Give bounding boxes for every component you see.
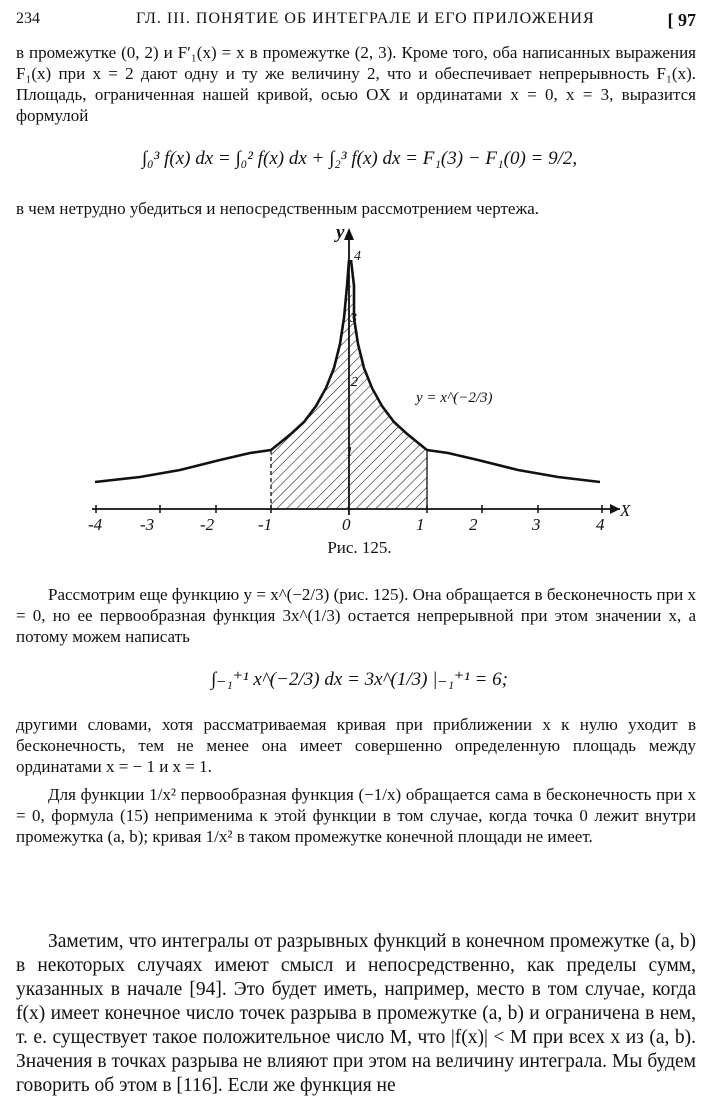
formula-1: ∫₀³ f(x) dx = ∫₀² f(x) dx + ∫₂³ f(x) dx = F₁(3) − F₁(0) = 9/2, xyxy=(141,148,578,169)
y-tick-label: 2 xyxy=(351,375,358,390)
chapter-title: ГЛ. III. ПОНЯТИЕ ОБ ИНТЕГРАЛЕ И ЕГО ПРИЛОЖЕНИЯ xyxy=(136,10,595,27)
figure-125 xyxy=(80,220,640,530)
x-tick-label: 0 xyxy=(342,515,351,530)
figure-caption: Рис. 125. xyxy=(327,538,392,557)
x-tick-label: 2 xyxy=(469,515,478,530)
x-axis-label: X xyxy=(620,501,631,520)
x-tick-label: -4 xyxy=(88,515,103,530)
page-number: 234 xyxy=(16,10,40,27)
x-tick-label: -2 xyxy=(200,515,215,530)
paragraph-3 xyxy=(16,584,696,647)
running-header xyxy=(16,10,696,34)
paragraph-1 xyxy=(16,42,696,126)
y-tick-label: 4 xyxy=(354,249,361,264)
paragraph-5 xyxy=(16,784,696,847)
x-axis-arrow xyxy=(610,504,620,514)
paragraph-4 xyxy=(16,714,696,777)
paragraph-2-text: в чем нетрудно убедиться и непосредственным рассмотрением чертежа. xyxy=(16,199,540,218)
y-axis-arrow xyxy=(344,228,354,240)
paragraph-4-text: другими словами, хотя рассматриваемая кривая при приближении x к нулю уходит в бесконечность, тем не менее она имеет совершенно определенную площадь между ординатами x = − 1 и x = 1. xyxy=(16,715,696,776)
paragraph-6 xyxy=(16,930,696,1098)
curve-label: y = x^(−2/3) xyxy=(416,390,493,406)
y-axis-label: y xyxy=(336,222,345,243)
paragraph-6-text: Заметим, что интегралы от разрывных функций в конечном промежутке (a, b) в некоторых случаях имеют смысл и непосредственно, как пределы сумм, указанных в начале [94]. Это будет иметь, например, место в том случае, когда f(x) имеет конечное число точек разрыва в промежутке (a, b) и ограничена в нем, т. е. существует такое положительное число M, что |f(x)| < M при всех x из (a, b). Значения в точках разрыва не влияют при этом на величину интеграла. Мы будем говорить об этом в [116]. Если же функция не xyxy=(16,931,696,1096)
x-tick-label: -3 xyxy=(140,515,155,530)
paragraph-3-text: Рассмотрим еще функцию y = x^(−2/3) (рис. 125). Она обращается в бесконечность при x = 0, но ее первообразная функция 3x^(1/3) остается непрерывной при этом значении x, а потому можем написать xyxy=(16,585,696,646)
y-tick-label: 1 xyxy=(346,445,353,460)
x-tick-label: 1 xyxy=(416,515,425,530)
paragraph-2 xyxy=(16,198,696,219)
paragraph-1-text: в промежутке (0, 2) и F′₁(x) = x в промежутке (2, 3). Кроме того, оба написанных выражения F₁(x) при x = 2 дают одну и ту же величину 2, что и обеспечивает непрерывность F₁(x). Площадь, ограниченная нашей кривой, осью OX и ординатами x = 0, x = 3, выразится формулой xyxy=(16,43,696,125)
y-tick-label: 3 xyxy=(350,311,357,326)
x-tick-label: -1 xyxy=(258,515,273,530)
formula-2: ∫₋₁⁺¹ x^(−2/3) dx = 3x^(1/3) |₋₁⁺¹ = 6; xyxy=(211,669,508,690)
section-number: [ 97 xyxy=(667,10,696,30)
x-tick-label: 4 xyxy=(596,515,605,530)
paragraph-5-text: Для функции 1/x² первообразная функция (−1/x) обращается сама в бесконечность при x = 0, формула (15) неприменима к этой функции в том случае, когда точка 0 лежит внутри промежутка (a, b); кривая 1/x² в таком промежутке конечной площади не имеет. xyxy=(16,785,696,846)
x-tick-label: 3 xyxy=(532,515,541,530)
